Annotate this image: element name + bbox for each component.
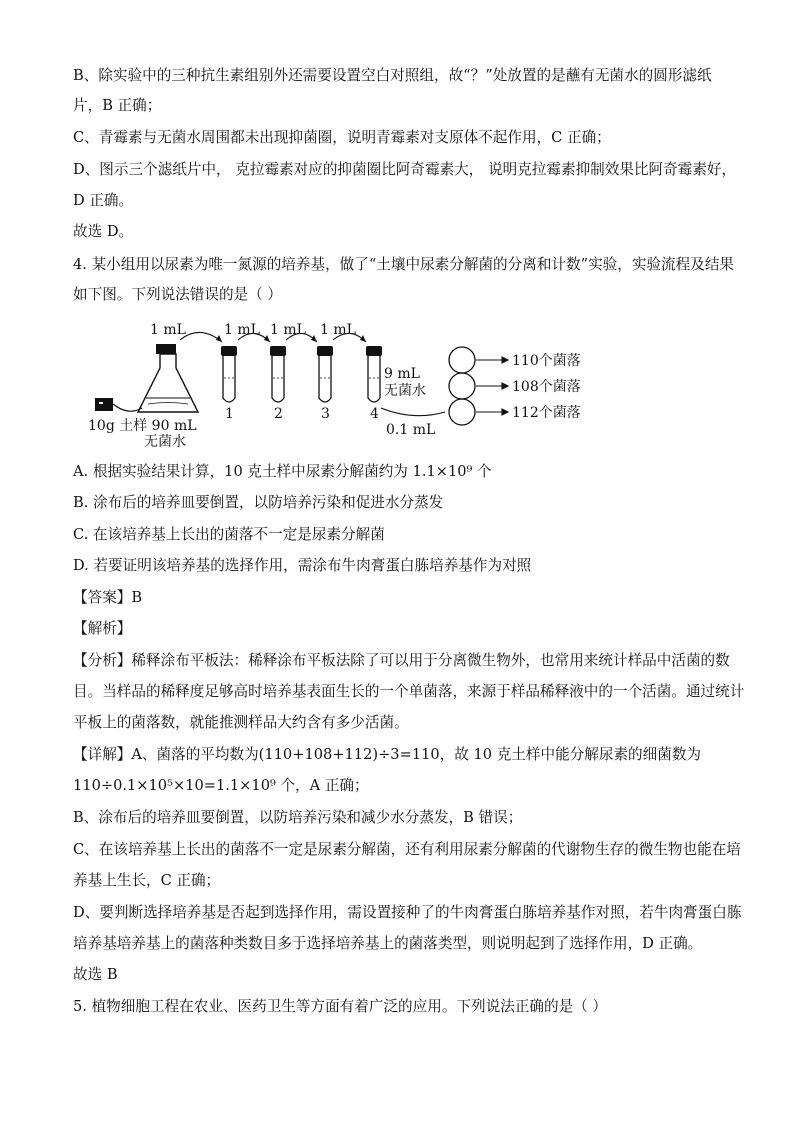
test-tubes	[221, 346, 382, 402]
soil-sample-label: 10g 土样 90 mL	[88, 418, 197, 434]
tube-label-3: 3	[321, 406, 330, 422]
text-line: C、青霉素与无菌水周围都未出现抑菌圈，说明青霉素对支原体不起作用，C 正确；	[73, 129, 611, 146]
flask-water-label: 无菌水	[144, 434, 186, 448]
detail-line: D、要判断选择培养基是否起到选择作用，需设置接种了的牛肉膏蛋白胨培养基作对照，若牛肉膏蛋白胨	[73, 904, 742, 921]
text-line: B、除实验中的三种抗生素组别外还需要设置空白对照组，故“？”处放置的是蘸有无菌水的圆形滤纸	[73, 67, 712, 84]
question-4-stem-cont: 如下图。下列说法错误的是（ ）	[73, 286, 282, 303]
option-a: A. 根据实验结果计算，10 克土样中尿素分解菌约为 1.1×10⁹ 个	[73, 463, 492, 480]
detail-line: 培养基培养基上的菌落种类数目多于选择培养基上的菌落类型，则说明起到了选择作用，D 正确。	[73, 935, 703, 952]
test-tube-1	[221, 346, 237, 402]
petri-dish-3	[449, 399, 475, 425]
detail-line: 【详解】A、菌落的平均数为(110+108+112)÷3=110，故 10 克土样中能分解尿素的细菌数为	[73, 746, 702, 763]
transfer-label-2: 1 mL	[224, 322, 260, 338]
soil-container-icon	[95, 398, 142, 411]
detail-line: B、涂布后的培养皿要倒置，以防培养污染和减少水分蒸发，B 错误；	[73, 809, 523, 826]
text-line: D 正确。	[73, 192, 134, 209]
colony-count-3: 112个菌落	[512, 405, 581, 421]
tube-label-1: 1	[225, 406, 234, 422]
answer-label: 【答案】B	[73, 589, 143, 606]
option-c: C. 在该培养基上长出的菌落不一定是尿素分解菌	[73, 526, 385, 543]
colony-count-2: 108个菌落	[512, 379, 581, 395]
analysis-line: 平板上的菌落数，就能推测样品大约含有多少活菌。	[73, 714, 409, 731]
option-b: B. 涂布后的培养皿要倒置，以防培养污染和促进水分蒸发	[73, 494, 444, 511]
test-tube-4	[366, 346, 382, 402]
petri-dish-2	[449, 373, 475, 399]
analysis-line: 目。当样品的稀释度足够高时培养基表面生长的一个单菌落，来源于样品稀释液中的一个活菌。通过统计	[73, 683, 745, 700]
petri-dishes	[449, 347, 475, 425]
colony-count-1: 110个菌落	[512, 353, 581, 369]
transfer-label-4: 1 mL	[320, 322, 356, 338]
spread-volume-label: 0.1 mL	[386, 422, 436, 438]
tube-label-4: 4	[370, 406, 379, 422]
transfer-label-3: 1 mL	[270, 322, 306, 338]
transfer-label-1: 1 mL	[150, 322, 186, 338]
test-tube-3	[317, 346, 333, 402]
question-4-stem: 4. 某小组用以尿素为唯一氮源的培养基，做了“土壤中尿素分解菌的分离和计数”实验，实验流程及结果	[73, 256, 735, 273]
detail-line: 110÷0.1×10⁵×10=1.1×10⁹ 个，A 正确；	[73, 777, 369, 794]
water-volume-label: 9 mL	[384, 366, 420, 382]
petri-dish-1	[449, 347, 475, 373]
water-label: 无菌水	[384, 383, 426, 399]
detail-line: 养基上生长，C 正确；	[73, 872, 221, 889]
analysis-header: 【解析】	[73, 620, 132, 637]
text-line: D、图示三个滤纸片中， 克拉霉素对应的抑菌圈比阿奇霉素大， 说明克拉霉素抑制效果比阿奇霉素好，	[73, 161, 737, 178]
dilution-diagram	[88, 316, 628, 448]
text-line: 故选 D。	[73, 223, 134, 240]
detail-line: 故选 B	[73, 966, 118, 983]
test-tube-2	[270, 346, 286, 402]
detail-line: C、在该培养基上长出的菌落不一定是尿素分解菌，还有利用尿素分解菌的代谢物生存的微生物也能在培	[73, 841, 741, 858]
question-5-stem: 5. 植物细胞工程在农业、医药卫生等方面有着广泛的应用。下列说法正确的是（ ）	[73, 998, 607, 1015]
option-d: D. 若要证明该培养基的选择作用，需涂布牛肉膏蛋白胨培养基作为对照	[73, 557, 532, 574]
analysis-line: 【分析】稀释涂布平板法：稀释涂布平板法除了可以用于分离微生物外，也常用来统计样品中活菌的数	[73, 652, 730, 669]
flask-icon	[138, 344, 198, 412]
text-line: 片，B 正确；	[73, 97, 162, 114]
tube-label-2: 2	[274, 406, 283, 422]
